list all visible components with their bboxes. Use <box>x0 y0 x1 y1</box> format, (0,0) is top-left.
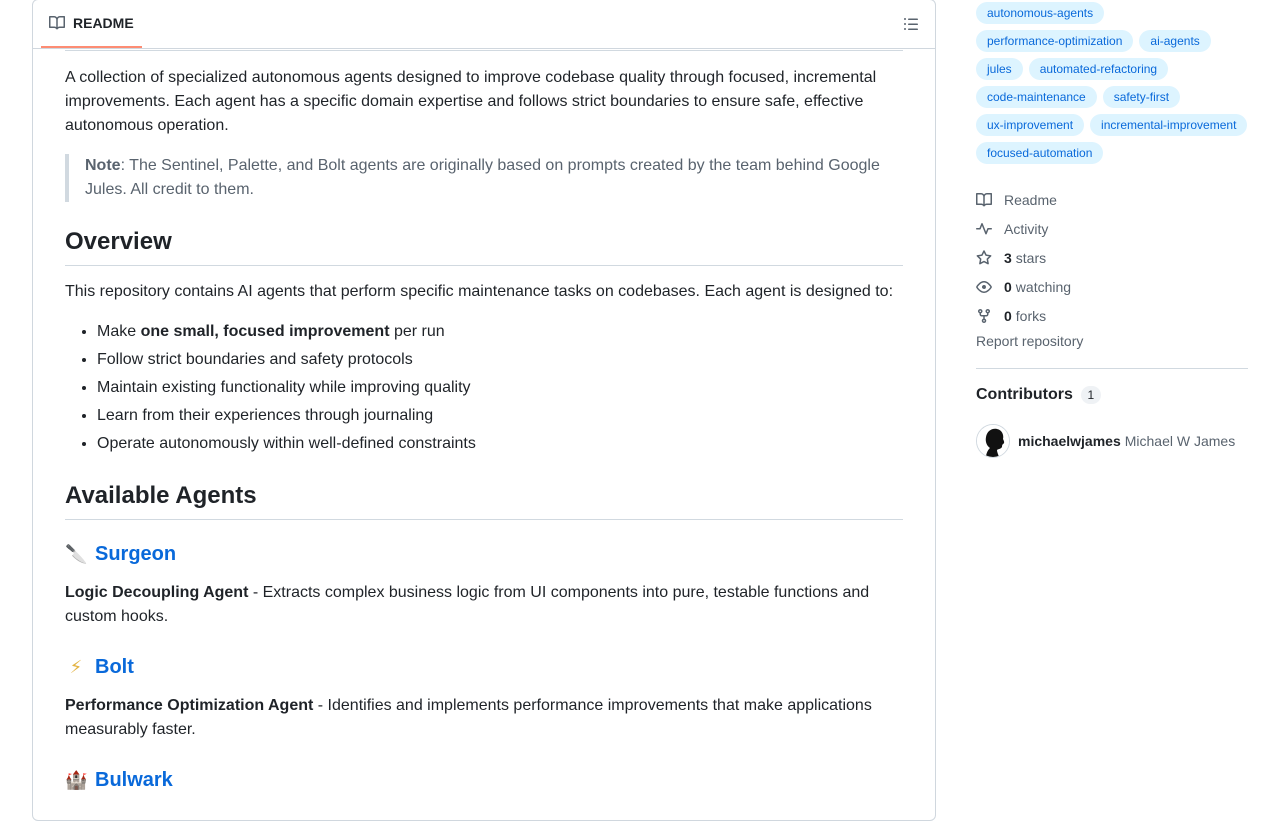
book-icon <box>49 15 65 31</box>
watching-label: watching <box>1015 278 1072 295</box>
agent-description <box>65 694 903 742</box>
agent-heading <box>65 654 903 680</box>
note-blockquote <box>65 154 903 202</box>
stars-count: 3 <box>1004 249 1012 266</box>
topics-list <box>976 2 1248 164</box>
topic-tag[interactable]: automated-refactoring <box>1029 58 1168 80</box>
topic-tag[interactable]: focused-automation <box>976 142 1103 164</box>
silhouette-icon <box>977 425 1009 457</box>
readme-header <box>33 0 935 49</box>
list-item: • Follow strict boundaries and safety protocols <box>97 348 476 372</box>
agent-link-surgeon[interactable]: Surgeon <box>95 543 177 565</box>
list-item: • Maintain existing functionality while improving quality <box>97 376 476 400</box>
overview-heading: Overview <box>65 227 903 266</box>
agent-role: Logic Decoupling Agent <box>65 584 249 601</box>
agent-desc-text: - Identifies and implements performance improvements that make applications measurably faster. <box>65 697 872 738</box>
agent-link-bolt[interactable]: Bolt <box>95 656 134 678</box>
list-item-text: Make <box>97 323 141 340</box>
list-item: • Operate autonomously within well-defined constraints <box>97 432 476 456</box>
contributors-count-badge: 1 <box>1081 386 1101 404</box>
repo-meta-list <box>976 185 1248 330</box>
overview-list <box>65 320 476 460</box>
topic-tag[interactable]: autonomous-agents <box>976 2 1104 24</box>
castle-icon: 🏰 <box>65 770 88 790</box>
list-item <box>97 320 476 344</box>
topic-tag[interactable]: performance-optimization <box>976 30 1133 52</box>
forks-count: 0 <box>1004 307 1012 324</box>
topic-tag[interactable]: ux-improvement <box>976 114 1084 136</box>
topic-tag[interactable]: safety-first <box>1103 86 1180 108</box>
topic-tag[interactable]: incremental-improvement <box>1090 114 1247 136</box>
topic-tag[interactable]: code-maintenance <box>976 86 1097 108</box>
divider <box>976 368 1248 369</box>
readme-tab-label: README <box>73 15 134 31</box>
topic-tag[interactable]: ai-agents <box>1139 30 1210 52</box>
agent-section-bulwark <box>65 767 903 793</box>
activity-link[interactable] <box>976 214 1248 243</box>
agent-section-bolt <box>65 654 903 742</box>
readme-panel <box>32 0 936 821</box>
star-icon <box>976 250 992 266</box>
note-text: : The Sentinel, Palette, and Bolt agents are originally based on prompts created by the team behind Google Jules. All credit to them. <box>85 157 880 198</box>
stars-label: stars <box>1015 249 1047 266</box>
list-item-emphasis: one small, focused improvement <box>140 323 390 340</box>
lightning-icon: ⚡ <box>69 657 83 677</box>
agent-role: Performance Optimization Agent <box>65 697 314 714</box>
agent-desc-text: - Extracts complex business logic from UI components into pure, testable functions and custom hooks. <box>65 584 870 625</box>
contributors-title: Contributors <box>976 386 1073 403</box>
forks-link[interactable] <box>976 301 1248 330</box>
pulse-icon <box>976 221 992 237</box>
readme-link-label: Readme <box>1004 191 1057 208</box>
agent-heading <box>65 767 903 793</box>
contributors-heading[interactable] <box>976 386 1101 404</box>
intro-paragraph: A collection of specialized autonomous agents designed to improve codebase quality through focused, incremental improvements. Each agent has a specific domain expertise and follows strict boundaries to ensure safe, effective autonomous operation. <box>65 69 877 134</box>
readme-tab[interactable] <box>41 0 142 48</box>
agents-heading: Available Agents <box>65 481 903 520</box>
book-icon <box>976 192 992 208</box>
repo-forked-icon <box>976 308 992 324</box>
overview-paragraph: This repository contains AI agents that perform specific maintenance tasks on codebases. Each agent is designed to: <box>65 283 894 300</box>
note-label: Note <box>85 157 121 174</box>
contributor-login[interactable]: michaelwjames <box>1018 433 1121 449</box>
divider <box>65 50 903 51</box>
contributor-fullname: Michael W James <box>1124 433 1236 449</box>
readme-link[interactable] <box>976 185 1248 214</box>
agent-section-surgeon <box>65 541 903 629</box>
stars-link[interactable] <box>976 243 1248 272</box>
watchers-link[interactable] <box>976 272 1248 301</box>
forks-label: forks <box>1015 307 1047 324</box>
report-repository-link[interactable]: Report repository <box>976 333 1084 349</box>
contributor-item[interactable] <box>976 424 1235 458</box>
activity-link-label: Activity <box>1004 220 1049 237</box>
knife-icon: 🔪 <box>65 544 88 564</box>
list-item-text: per run <box>389 323 445 340</box>
agent-link-bulwark[interactable]: Bulwark <box>95 769 173 791</box>
list-item: • Learn from their experiences through journaling <box>97 404 476 428</box>
eye-icon <box>976 279 992 295</box>
agent-description <box>65 581 903 629</box>
avatar[interactable] <box>976 424 1010 458</box>
agent-heading <box>65 541 903 567</box>
list-unordered-icon[interactable] <box>903 16 919 32</box>
watching-count: 0 <box>1004 278 1012 295</box>
topic-tag[interactable]: jules <box>976 58 1023 80</box>
